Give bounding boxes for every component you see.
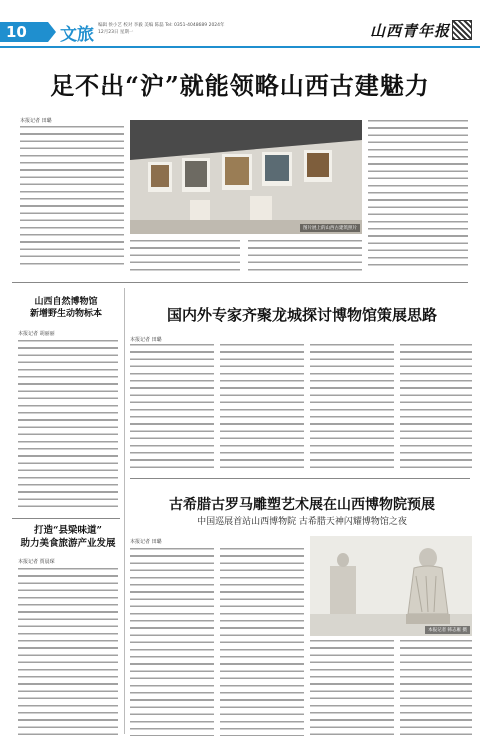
column-divider: [124, 288, 125, 734]
bottom-text-col-4: [400, 640, 472, 736]
section-divider: [12, 518, 120, 519]
statue-photo: [310, 536, 472, 636]
headline-line: 山西自然博物馆: [34, 297, 98, 307]
statue-image: [310, 536, 472, 636]
middle-text-col-4: [400, 344, 472, 470]
lead-text-col-1: [20, 126, 124, 266]
editorial-info: 编辑 侯小艺 校对 李毅 美编 陈磊 Tel: 0351-4048689 2024年12月23日 星期一: [98, 23, 225, 35]
section-divider: [12, 282, 468, 283]
lead-text-col-4: [368, 120, 468, 270]
qr-code-icon: [452, 20, 472, 40]
lead-photo: [130, 120, 362, 234]
left-story-1-text: [18, 340, 118, 512]
bottom-story-subhead: 中国巡展首站山西博物院 古希腊天神闪耀博物馆之夜: [197, 517, 407, 527]
headline-line: 打造“县梁味道”: [34, 525, 102, 536]
middle-story-byline: 本报记者 田璐: [130, 337, 162, 343]
header-rule: [0, 46, 480, 48]
section-divider: [130, 478, 470, 479]
bottom-text-col-1: [130, 548, 214, 736]
bottom-story-headline: 古希腊古罗马雕塑艺术展在山西博物院预展: [169, 497, 435, 513]
exhibition-photo: [130, 120, 362, 234]
middle-text-col-1: [130, 344, 214, 470]
headline-line: 新增野生动物标本: [29, 309, 102, 319]
bottom-text-col-2: [220, 548, 304, 736]
newspaper-logo: 山西青年报: [369, 22, 450, 40]
middle-story-headline: 国内外专家齐聚龙城探讨博物馆策展思路: [166, 306, 437, 324]
left-story-2-headline: [18, 524, 118, 550]
lead-byline: 本报记者 田璐: [20, 118, 52, 124]
lead-headline: 足不出“沪”就能领略山西古建魅力: [50, 71, 430, 100]
headline-line: 助力美食旅游产业发展: [20, 538, 116, 549]
left-story-1-headline: [18, 296, 114, 320]
middle-text-col-2: [220, 344, 304, 470]
left-story-2-text: [18, 568, 118, 736]
page-header: [0, 0, 480, 46]
lead-photo-caption: 图片展上的山西古建筑照片: [300, 224, 360, 232]
bottom-story-byline: 本报记者 田璐: [130, 539, 162, 545]
section-name: 文旅: [60, 25, 94, 45]
statue-photo-caption: 本报记者 韩志雁 摄: [425, 626, 470, 634]
middle-text-col-3: [310, 344, 394, 470]
left-story-2-byline: 本报记者 贾晨琛: [18, 559, 55, 565]
left-story-1-byline: 本报记者 胡丽丽: [18, 331, 55, 337]
bottom-text-col-3: [310, 640, 394, 736]
lead-text-col-2: [130, 240, 240, 272]
lead-text-col-3: [248, 240, 362, 272]
page-number: 10: [0, 22, 48, 42]
